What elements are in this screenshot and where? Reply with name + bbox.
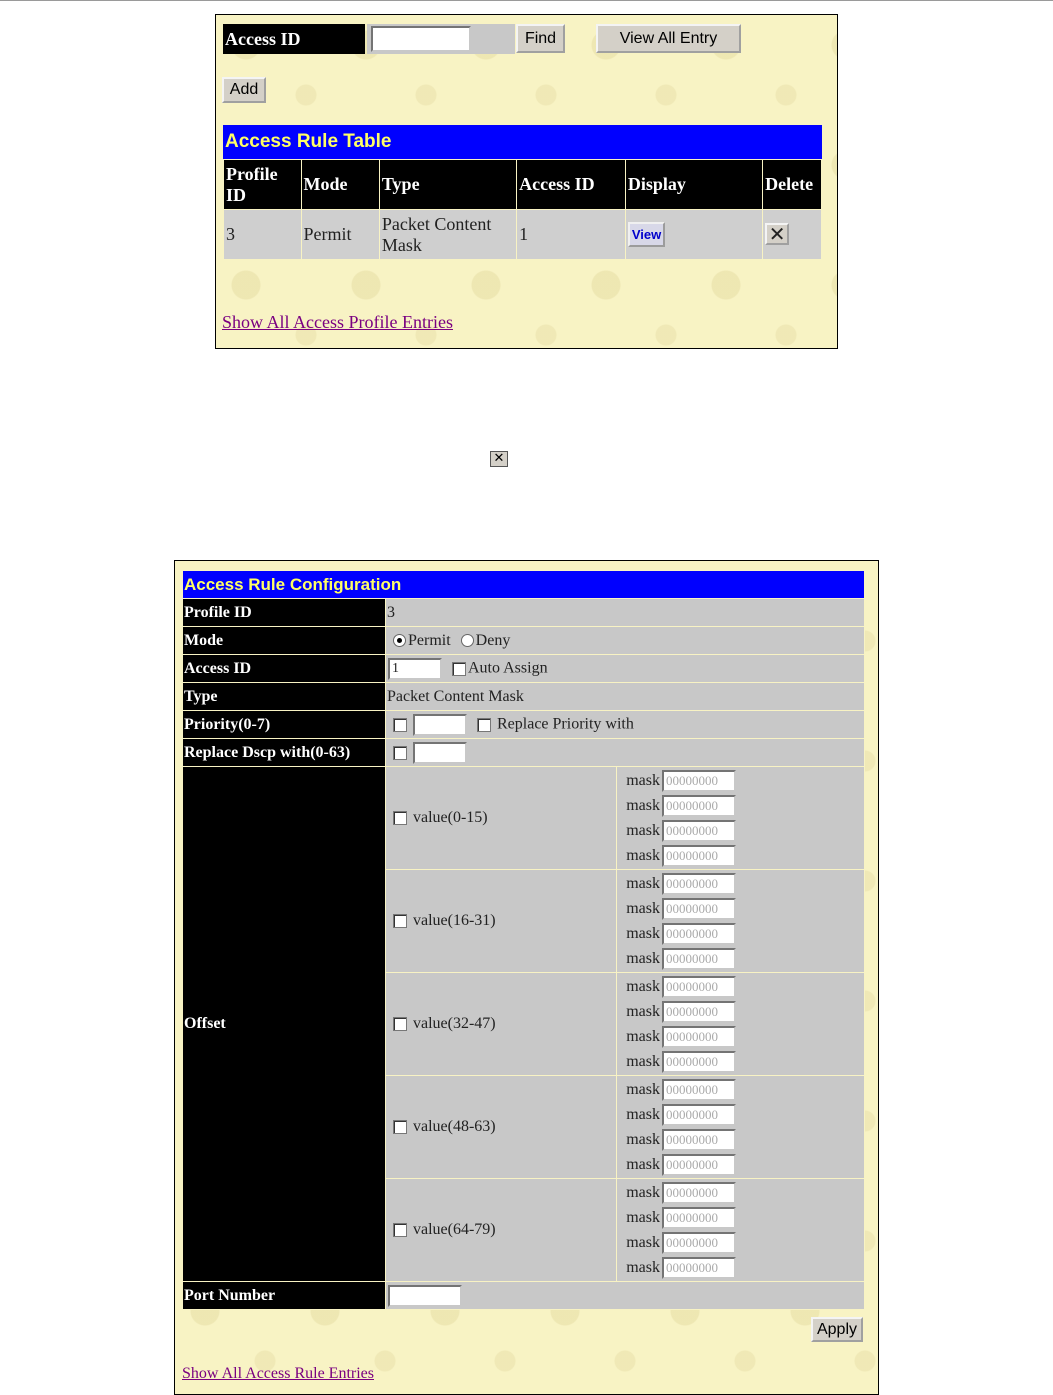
row-delete xyxy=(763,210,822,260)
mask-input[interactable]: 00000000 xyxy=(662,976,736,998)
offset-value-cell xyxy=(386,767,617,870)
access-id-input[interactable] xyxy=(371,26,471,52)
mask-input[interactable]: 00000000 xyxy=(662,1207,736,1229)
mask-label: mask xyxy=(626,950,660,967)
mask-label: mask xyxy=(626,875,660,892)
mask-input[interactable]: 00000000 xyxy=(662,820,736,842)
type-label: Type xyxy=(183,683,386,711)
mask-input[interactable]: 00000000 xyxy=(662,1129,736,1151)
apply-button[interactable]: Apply xyxy=(811,1317,863,1342)
row-type: Packet Content Mask xyxy=(379,210,516,260)
access-rule-table xyxy=(223,159,822,260)
delete-icon: ✕ xyxy=(490,451,508,467)
access-rule-configuration-panel xyxy=(174,560,879,1395)
view-all-entry-button[interactable]: View All Entry xyxy=(596,24,741,53)
offset-value-label: value(64-79) xyxy=(413,1221,496,1238)
mode-permit-radio[interactable] xyxy=(393,634,406,647)
mask-input[interactable]: 00000000 xyxy=(662,1026,736,1048)
mask-label: mask xyxy=(626,1259,660,1276)
port-number-label: Port Number xyxy=(183,1282,386,1310)
mask-input[interactable]: 00000000 xyxy=(662,1051,736,1073)
access-rule-table-panel xyxy=(215,14,838,349)
replace-dscp-field xyxy=(386,739,865,767)
table-header-row xyxy=(224,160,822,210)
offset-value-checkbox[interactable] xyxy=(393,914,407,928)
mode-permit-label: Permit xyxy=(408,631,451,649)
priority-checkbox[interactable] xyxy=(393,718,407,732)
offset-mask-cell xyxy=(617,1179,865,1282)
mask-input[interactable]: 00000000 xyxy=(662,1001,736,1023)
offset-mask-cell xyxy=(617,767,865,870)
replace-priority-label: Replace Priority with xyxy=(497,715,634,733)
offset-value-label: value(0-15) xyxy=(413,809,488,826)
mode-field xyxy=(386,627,865,655)
delete-icon[interactable]: ✕ xyxy=(765,223,789,245)
offset-value-cell xyxy=(386,973,617,1076)
page-top-rule xyxy=(0,0,1053,1)
mask-input[interactable]: 00000000 xyxy=(662,1104,736,1126)
type-value: Packet Content Mask xyxy=(386,683,865,711)
offset-value-label: value(48-63) xyxy=(413,1118,496,1135)
table-row xyxy=(224,210,822,260)
find-button[interactable]: Find xyxy=(516,24,565,53)
show-all-access-profile-entries-link[interactable]: Show All Access Profile Entries xyxy=(222,312,453,332)
mask-label: mask xyxy=(626,1003,660,1020)
row-mode: Permit xyxy=(301,210,379,260)
offset-value-checkbox[interactable] xyxy=(393,1120,407,1134)
mask-input[interactable]: 00000000 xyxy=(662,1257,736,1279)
col-profile-id: Profile ID xyxy=(224,160,302,210)
offset-mask-cell xyxy=(617,870,865,973)
mask-label: mask xyxy=(626,1106,660,1123)
view-button[interactable]: View xyxy=(628,222,665,247)
mode-deny-label: Deny xyxy=(475,631,511,649)
mask-input[interactable]: 00000000 xyxy=(662,1079,736,1101)
col-type: Type xyxy=(379,160,516,210)
offset-value-cell xyxy=(386,870,617,973)
offset-value-label: value(16-31) xyxy=(413,912,496,929)
mask-input[interactable]: 00000000 xyxy=(662,1232,736,1254)
mask-input[interactable]: 00000000 xyxy=(662,898,736,920)
show-all-access-rule-entries-link[interactable]: Show All Access Rule Entries xyxy=(182,1365,374,1382)
col-display: Display xyxy=(625,160,762,210)
replace-dscp-input[interactable] xyxy=(413,742,467,764)
mask-input[interactable]: 00000000 xyxy=(662,1182,736,1204)
add-button[interactable]: Add xyxy=(222,77,266,103)
priority-label: Priority(0-7) xyxy=(183,711,386,739)
access-id-label: Access ID xyxy=(223,24,365,54)
mask-input[interactable]: 00000000 xyxy=(662,1154,736,1176)
mask-input[interactable]: 00000000 xyxy=(662,948,736,970)
profile-id-label: Profile ID xyxy=(183,599,386,627)
row-access-id: 1 xyxy=(517,210,626,260)
mask-label: mask xyxy=(626,1209,660,1226)
offset-mask-cell xyxy=(617,973,865,1076)
replace-priority-checkbox[interactable] xyxy=(477,718,491,732)
access-rule-config-table xyxy=(182,570,865,1310)
mask-input[interactable]: 00000000 xyxy=(662,873,736,895)
access-id-input[interactable]: 1 xyxy=(388,658,442,680)
auto-assign-label: Auto Assign xyxy=(468,659,548,677)
offset-mask-cell xyxy=(617,1076,865,1179)
mask-label: mask xyxy=(626,1184,660,1201)
row-profile-id: 3 xyxy=(224,210,302,260)
mask-input[interactable]: 00000000 xyxy=(662,770,736,792)
offset-value-label: value(32-47) xyxy=(413,1015,496,1032)
replace-dscp-checkbox[interactable] xyxy=(393,746,407,760)
mode-label: Mode xyxy=(183,627,386,655)
port-number-field xyxy=(386,1282,865,1310)
mode-deny-radio[interactable] xyxy=(461,634,474,647)
mask-label: mask xyxy=(626,797,660,814)
offset-value-checkbox[interactable] xyxy=(393,1223,407,1237)
mask-label: mask xyxy=(626,900,660,917)
profile-id-value: 3 xyxy=(386,599,865,627)
mask-label: mask xyxy=(626,772,660,789)
replace-dscp-label: Replace Dscp with(0-63) xyxy=(183,739,386,767)
offset-label: Offset xyxy=(183,767,386,1282)
mask-input[interactable]: 00000000 xyxy=(662,923,736,945)
priority-input[interactable] xyxy=(413,714,467,736)
mask-label: mask xyxy=(626,1081,660,1098)
offset-value-checkbox[interactable] xyxy=(393,1017,407,1031)
mask-input[interactable]: 00000000 xyxy=(662,795,736,817)
mask-label: mask xyxy=(626,925,660,942)
offset-value-checkbox[interactable] xyxy=(393,811,407,825)
offset-value-cell xyxy=(386,1179,617,1282)
col-delete: Delete xyxy=(763,160,822,210)
offset-value-cell xyxy=(386,1076,617,1179)
access-id-field xyxy=(386,655,865,683)
mask-input[interactable]: 00000000 xyxy=(662,845,736,867)
mask-label: mask xyxy=(626,978,660,995)
auto-assign-checkbox[interactable] xyxy=(452,662,466,676)
mask-label: mask xyxy=(626,1131,660,1148)
port-number-input[interactable] xyxy=(388,1285,462,1307)
mask-label: mask xyxy=(626,1028,660,1045)
row-display xyxy=(625,210,762,260)
access-id-label: Access ID xyxy=(183,655,386,683)
access-rule-table-title: Access Rule Table xyxy=(223,125,822,159)
mask-label: mask xyxy=(626,847,660,864)
config-title: Access Rule Configuration xyxy=(183,571,865,599)
col-access-id: Access ID xyxy=(517,160,626,210)
col-mode: Mode xyxy=(301,160,379,210)
mask-label: mask xyxy=(626,822,660,839)
mask-label: mask xyxy=(626,1156,660,1173)
priority-field xyxy=(386,711,865,739)
mask-label: mask xyxy=(626,1053,660,1070)
mask-label: mask xyxy=(626,1234,660,1251)
